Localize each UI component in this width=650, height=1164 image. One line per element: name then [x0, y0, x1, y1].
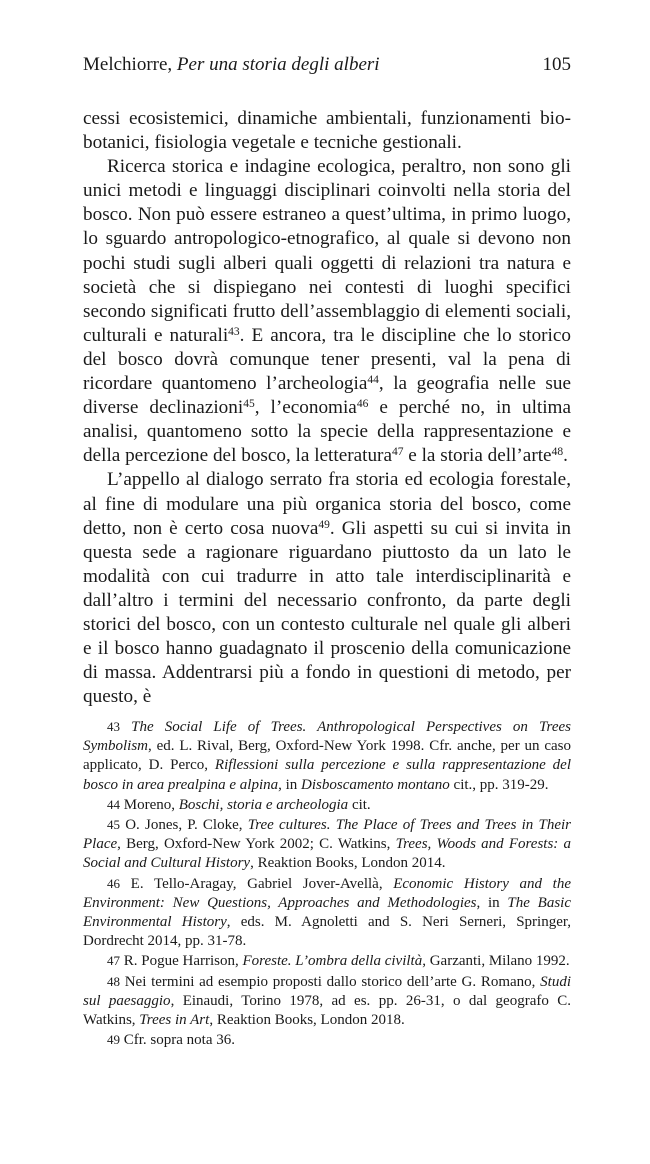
footnote-italic: Trees in Art: [139, 1012, 210, 1029]
footnote-text: , in: [278, 776, 302, 793]
paragraph-text: , l’economia: [254, 397, 357, 419]
footnotes: [83, 717, 571, 1050]
footnote-text: cit.: [348, 796, 371, 813]
footnote-49: [83, 1030, 571, 1050]
footnote-text: O. Jones, P. Cloke,: [125, 817, 248, 834]
footnote-text: , Berg, Oxford-New York 2002; C. Watkins,: [117, 836, 396, 853]
paragraph-text: cessi ecosistemici, dinamiche ambientali, funzionamenti bio-botanici, fisiologia vegetale e tecniche gestionali.: [83, 108, 571, 154]
paragraph-3: [83, 468, 571, 709]
footnote-44: [83, 795, 571, 815]
paragraph-text: e perché no, in ultima analisi, quantomeno sotto la specie della rappresentazione e della percezione del bosco, la letteratura: [83, 397, 571, 467]
footnote-italic: Disboscamento montano: [301, 776, 450, 793]
footnote-italic: The Basic Environmental History: [83, 894, 571, 931]
footnote-reference[interactable]: 48: [551, 446, 564, 459]
footnote-reference[interactable]: 45: [243, 398, 255, 411]
footnote-number: 48: [107, 973, 120, 989]
footnote-number: 44: [107, 796, 120, 812]
footnote-43: [83, 717, 571, 795]
footnote-number: 49: [107, 1032, 120, 1048]
page-number: 105: [542, 54, 571, 75]
footnote-text: Moreno,: [123, 796, 179, 813]
footnote-reference[interactable]: 47: [391, 446, 404, 459]
footnote-number: 46: [107, 875, 120, 891]
footnote-italic: Riflessioni sulla percezione e sulla rappresentazione del bosco in area prealpina e alpina: [83, 757, 571, 793]
paragraph-text: . E ancora, tra le discipline che lo storico del bosco dovrà comunque tener presenti, val la pena di ricordare quantomeno l’archeologia: [83, 324, 571, 395]
footnote-text: , Garzanti, Milano 1992.: [422, 953, 570, 970]
footnote-47: [83, 951, 571, 971]
paragraph-2: [83, 155, 571, 468]
footnote-italic: Studi sul paesaggio: [83, 973, 571, 1009]
footnote-italic: Boschi, storia e archeologia: [178, 796, 349, 813]
body-text: [83, 107, 571, 709]
footnote-reference[interactable]: 49: [318, 518, 330, 531]
footnote-text: Nei termini ad esempio proposti dallo storico dell’arte G. Romano,: [124, 973, 541, 990]
footnote-text: E. Tello-Aragay, Gabriel Jover-Avellà,: [130, 875, 394, 892]
footnote-reference[interactable]: 43: [228, 325, 240, 338]
paragraph-text: .: [563, 445, 568, 467]
footnote-reference[interactable]: 46: [356, 398, 369, 411]
running-head: [83, 53, 571, 77]
footnote-text: cit., pp. 319-29.: [449, 776, 549, 793]
paragraph-text: . Gli aspetti su cui si invita in questa sede a ragionare riguardano piuttosto da un lato le modalità con cui tradurre in atto tale interdisciplinarità e dall’altro i termini del necessario confronto, da parte degli storici del bosco, con un contesto culturale nel quale gli alberi e il bosco hanno guadagnato il proscenio della comunicazione di massa. Addentrarsi più a fondo in questioni di metodo, per questo, è: [83, 517, 571, 708]
footnote-46: [83, 874, 571, 952]
footnote-45: [83, 815, 571, 874]
running-head-title: Per una storia degli alberi: [176, 54, 380, 75]
footnote-text: Cfr. sopra nota 36.: [123, 1032, 235, 1049]
paragraph-text: e la storia dell’arte: [403, 445, 552, 467]
footnote-48: [83, 972, 571, 1031]
footnote-number: 45: [107, 817, 120, 833]
paragraph-text: L’appello al dialogo serrato fra storia ed ecologia forestale, al fine di modulare una più organica storia del bosco, come detto, non è certo cosa nuova: [83, 469, 571, 539]
footnote-italic: Foreste. L’ombra della civiltà: [242, 953, 423, 970]
footnote-reference[interactable]: 44: [367, 374, 379, 387]
footnote-text: R. Pogue Harrison,: [123, 953, 243, 970]
footnote-italic: Trees, Woods and Forests: a Social and Cultural History: [83, 836, 571, 872]
footnote-text: , Einaudi, Torino 1978, ad es. pp. 26-31, o dal geografo C. Watkins,: [83, 992, 571, 1029]
paragraph-text: , la geografia nelle sue diverse declinazioni: [83, 373, 571, 419]
footnote-number: 43: [107, 719, 120, 734]
footnote-text: , eds. M. Agnoletti and S. Neri Serneri, Springer, Dordrecht 2014, pp. 31-78.: [83, 914, 572, 950]
footnote-text: , ed. L. Rival, Berg, Oxford-New York 1998. Cfr. anche, per un caso applicato, D. Perco,: [83, 738, 571, 774]
paragraph-text: Ricerca storica e indagine ecologica, peraltro, non sono gli unici metodi e linguaggi disciplinari coinvolti nella storia del bosco. Non può essere estraneo a quest’ultima, in primo luogo, lo sguardo antropologico-etnografico, al quale si devono non pochi studi sugli alberi quali oggetti di relazioni tra natura e società che si dispiegano nei contesti di luoghi specifici secondo significati frutto dell’assemblaggio di elementi sociali, culturali e naturali: [83, 156, 571, 346]
footnote-text: , in: [476, 894, 508, 911]
running-head-author: Melchiorre,: [83, 54, 173, 75]
footnote-italic: Tree cultures. The Place of Trees and Trees in Their Place: [83, 817, 571, 853]
paragraph-1: [83, 107, 571, 155]
footnote-italic: Economic History and the Environment: New Questions, Approaches and Methodologies: [83, 875, 572, 911]
footnote-text: , Reaktion Books, London 2018.: [209, 1012, 405, 1029]
footnote-text: , Reaktion Books, London 2014.: [250, 855, 446, 872]
footnote-italic: The Social Life of Trees. Anthropological Perspectives on Trees Symbolism: [83, 719, 571, 755]
footnote-number: 47: [107, 953, 120, 969]
